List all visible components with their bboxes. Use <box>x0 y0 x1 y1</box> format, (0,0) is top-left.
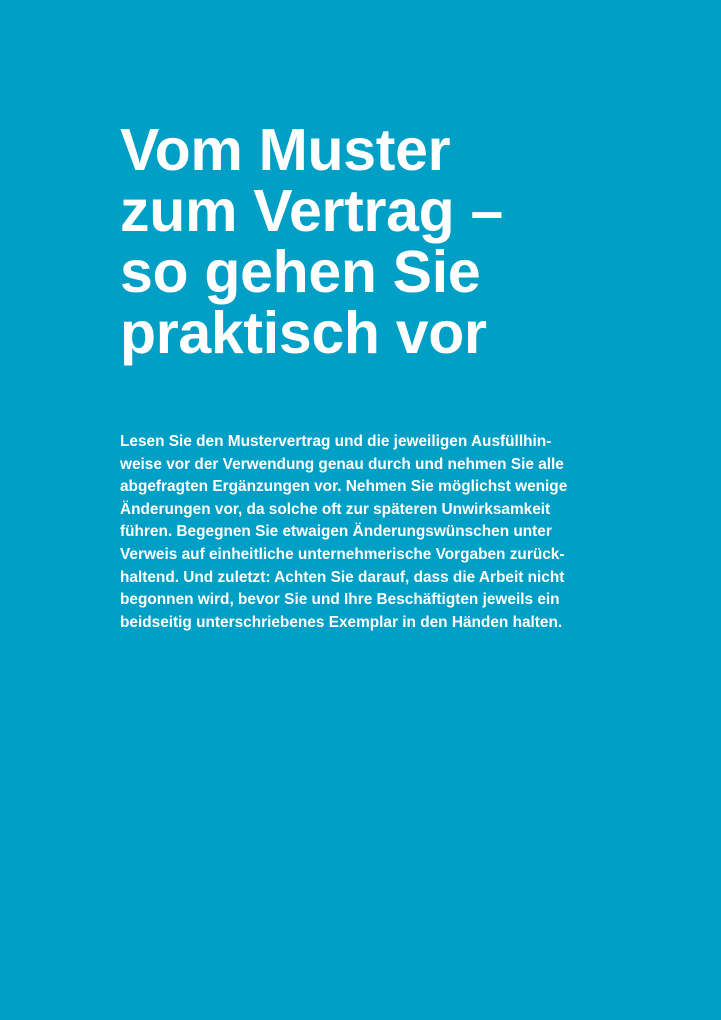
title-line: so gehen Sie <box>120 239 481 305</box>
body-line: weise vor der Verwendung genau durch und nehmen Sie alle <box>120 455 564 473</box>
body-paragraph <box>120 431 600 634</box>
title-line: zum Vertrag – <box>120 178 504 244</box>
title-line: Vom Muster <box>120 117 451 183</box>
body-line: Lesen Sie den Mustervertrag und die jeweiligen Ausfüllhin- <box>120 433 552 450</box>
body-line: beidseitig unterschriebenes Exemplar in den Händen halten. <box>120 613 563 631</box>
body-line: haltend. Und zuletzt: Achten Sie darauf, dass die Arbeit nicht <box>120 568 565 586</box>
body-line: abgefragten Ergänzungen vor. Nehmen Sie möglichst wenige <box>120 478 568 496</box>
title-line: praktisch vor <box>120 300 487 366</box>
body-line: führen. Begegnen Sie etwaigen Änderungswünschen unter <box>120 523 552 541</box>
body-line: Änderungen vor, da solche oft zur späteren Unwirksamkeit <box>120 500 551 518</box>
body-line: begonnen wird, bevor Sie und Ihre Beschäftigten jeweils ein <box>120 591 560 609</box>
page-title <box>120 117 600 366</box>
body-line: Verweis auf einheitliche unternehmerische Vorgaben zurück- <box>120 545 565 563</box>
